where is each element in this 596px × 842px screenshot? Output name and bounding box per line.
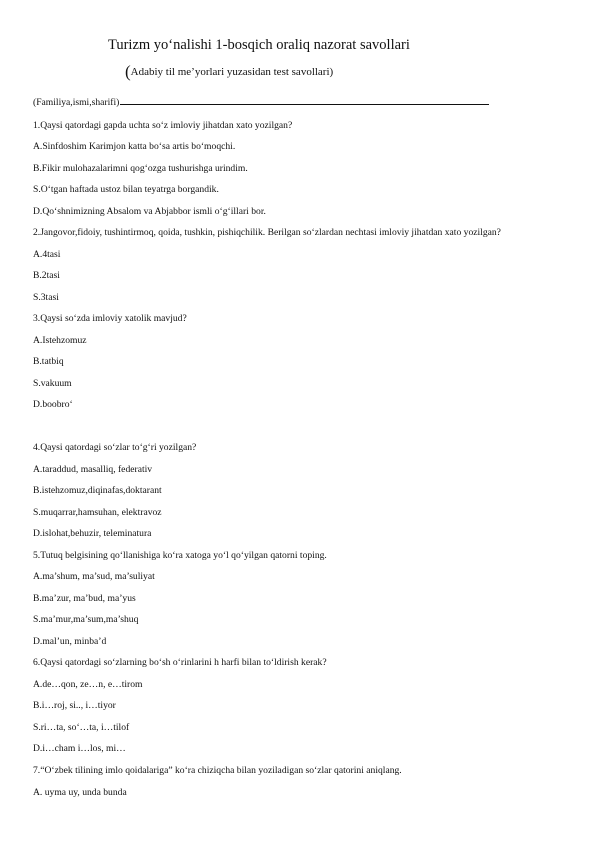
question-text: 7.“O‘zbek tilining imlo qoidalariga” ko‘ra chiziqcha bilan yoziladigan so‘zlar qatorini aniqlang. — [33, 765, 402, 776]
answer-option: S.ri…ta, so‘…ta, i…tilof — [33, 722, 130, 733]
document-subtitle — [125, 62, 333, 82]
answer-option: B.tatbiq — [33, 356, 64, 367]
answer-option: S.vakuum — [33, 378, 72, 389]
subtitle-text: Adabiy til me’yorlari yuzasidan test savollari) — [130, 66, 334, 78]
question-text: 1.Qaysi qatordagi gapda uchta so‘z imloviy jihatdan xato yozilgan? — [33, 120, 293, 131]
answer-option: D.Qo‘shnimizning Absalom va Abjabbor ismli o‘g‘illari bor. — [33, 206, 266, 217]
name-field — [33, 96, 489, 109]
answer-option: A.Istehzomuz — [33, 335, 87, 346]
answer-option: S.ma’mur,ma’sum,ma’shuq — [33, 614, 139, 625]
answer-option: D.mal’un, minba’d — [33, 636, 107, 647]
answer-option: A.4tasi — [33, 249, 61, 260]
answer-option: S.O‘tgan haftada ustoz bilan teyatrga borgandik. — [33, 184, 219, 195]
answer-option: A.Sinfdoshim Karimjon katta bo‘sa artis bo‘moqchi. — [33, 141, 236, 152]
answer-option: D.islohat,behuzir, teleminatura — [33, 528, 152, 539]
answer-option: B.2tasi — [33, 270, 60, 281]
question-text: 4.Qaysi qatordagi so‘zlar to‘g‘ri yozilgan? — [33, 442, 197, 453]
answer-option: B.ma’zur, ma’bud, ma’yus — [33, 593, 136, 604]
answer-option: B.Fikir mulohazalarimni qog‘ozga tushurishga urindim. — [33, 163, 248, 174]
answer-option: A. uyma uy, unda bunda — [33, 787, 127, 798]
answer-option: A.de…qon, ze…n, e…tirom — [33, 679, 143, 690]
question-text: 2.Jangovor,fidoiy, tushintirmoq, qoida, tushkin, pishiqchilik. Berilgan so‘zlardan nechtasi imloviy jihatdan xato yozilgan? — [33, 227, 501, 238]
answer-option: S.3tasi — [33, 292, 59, 303]
answer-option: B.i…roj, si.., i…tiyor — [33, 700, 116, 711]
document-title: Turizm yo‘nalishi 1-bosqich oraliq nazorat savollari — [108, 37, 410, 53]
question-text: 3.Qaysi so‘zda imloviy xatolik mavjud? — [33, 313, 187, 324]
answer-option: D.i…cham i…los, mi… — [33, 743, 126, 754]
answer-option: S.muqarrar,hamsuhan, elektravoz — [33, 507, 162, 518]
answer-option: A.ma’shum, ma’sud, ma’suliyat — [33, 571, 155, 582]
answer-option: A.taraddud, masalliq, federativ — [33, 464, 153, 475]
name-field-label: (Familiya,ismi,sharifi) — [33, 97, 120, 108]
name-field-underline[interactable] — [120, 96, 489, 105]
answer-option: B.istehzomuz,diqinafas,doktarant — [33, 485, 162, 496]
question-text: 6.Qaysi qatordagi so‘zlarning bo‘sh o‘rinlarini h harfi bilan to‘ldirish kerak? — [33, 657, 327, 668]
question-text: 5.Tutuq belgisining qo‘llanishiga ko‘ra xatoga yo‘l qo‘yilgan qatorni toping. — [33, 550, 327, 561]
subtitle-open-paren: ( — [125, 62, 131, 81]
answer-option: D.boobro‘ — [33, 399, 73, 410]
